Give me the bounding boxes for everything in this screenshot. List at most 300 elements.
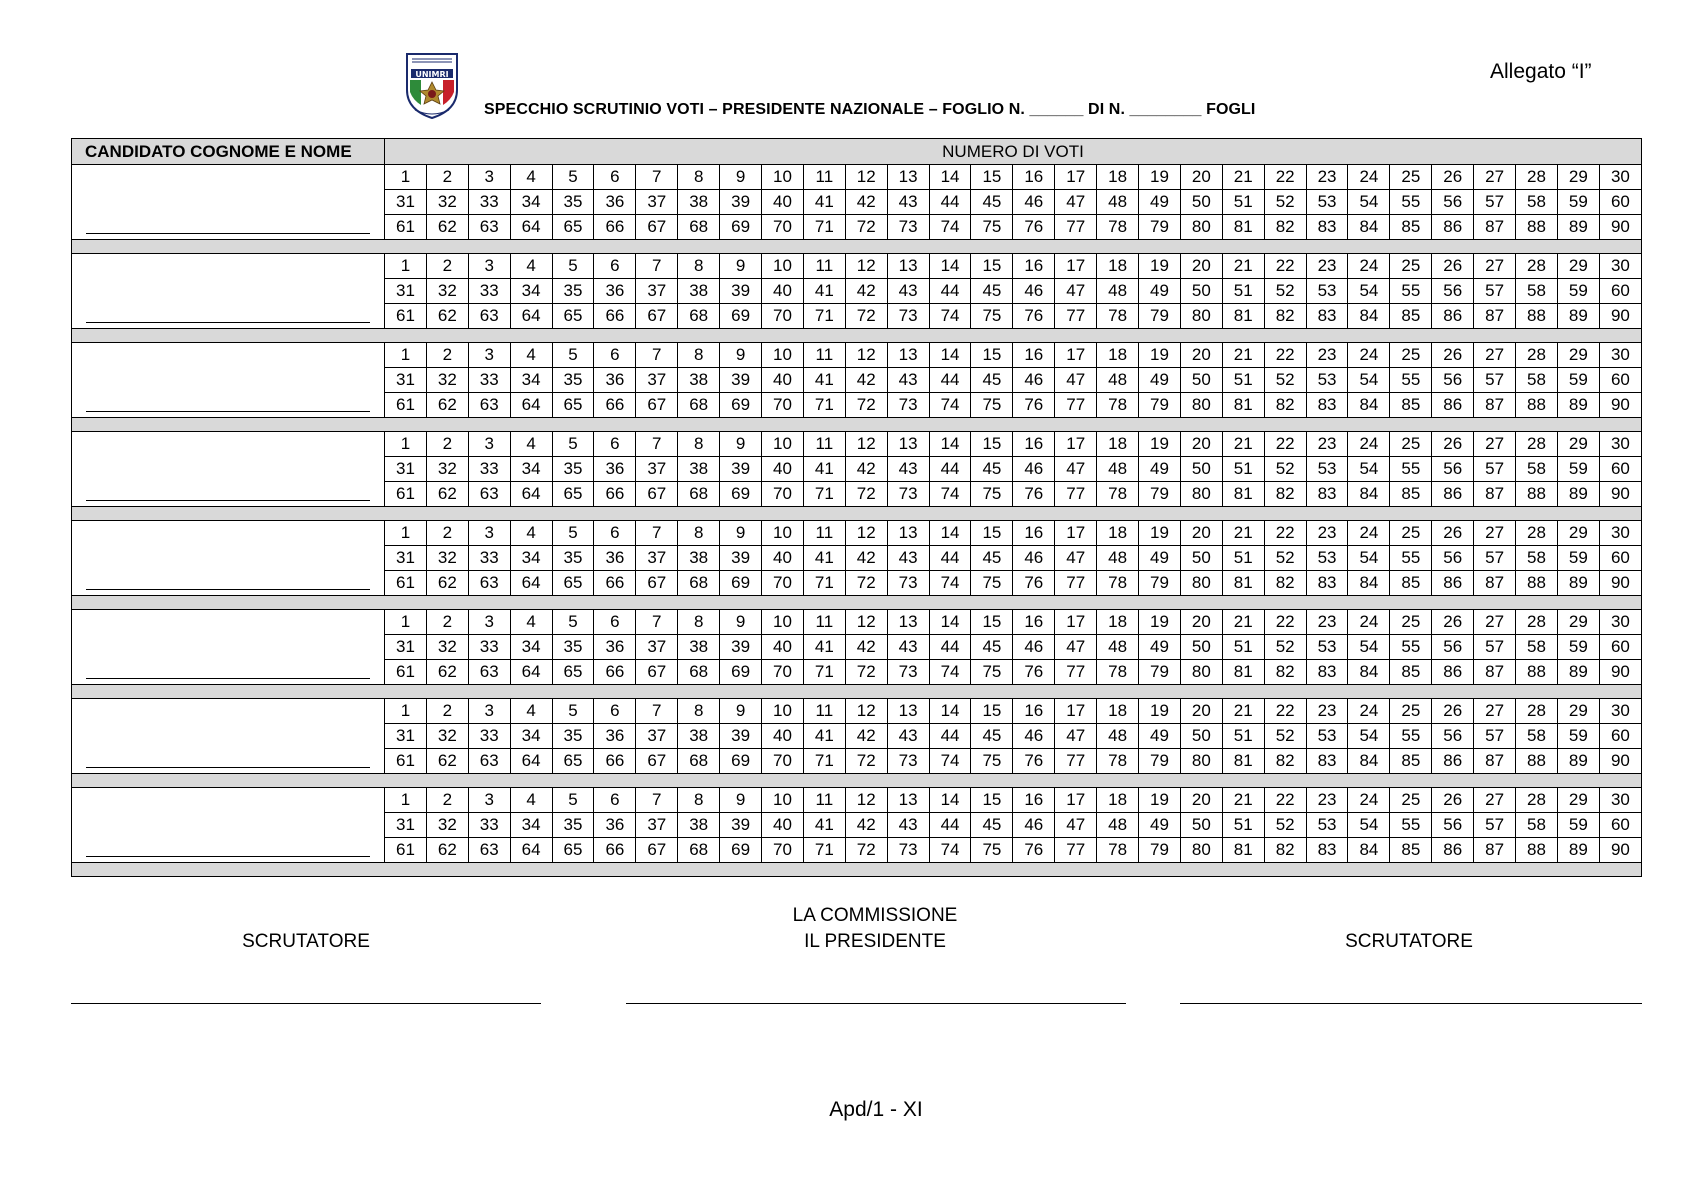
vote-number-cell[interactable]: 72 (845, 304, 887, 329)
vote-number-cell[interactable]: 76 (1013, 749, 1055, 774)
vote-number-cell[interactable]: 48 (1097, 635, 1139, 660)
vote-number-cell[interactable]: 51 (1222, 724, 1264, 749)
vote-number-cell[interactable]: 74 (929, 482, 971, 507)
vote-number-cell[interactable]: 74 (929, 749, 971, 774)
vote-number-cell[interactable]: 2 (426, 610, 468, 635)
vote-number-cell[interactable]: 79 (1139, 660, 1181, 685)
vote-number-cell[interactable]: 19 (1139, 165, 1181, 190)
vote-number-cell[interactable]: 43 (887, 813, 929, 838)
vote-number-cell[interactable]: 9 (720, 610, 762, 635)
vote-number-cell[interactable]: 58 (1516, 279, 1558, 304)
vote-number-cell[interactable]: 61 (385, 482, 427, 507)
vote-number-cell[interactable]: 63 (468, 749, 510, 774)
vote-number-cell[interactable]: 15 (971, 699, 1013, 724)
vote-number-cell[interactable]: 21 (1222, 165, 1264, 190)
vote-number-cell[interactable]: 43 (887, 457, 929, 482)
vote-number-cell[interactable]: 51 (1222, 546, 1264, 571)
vote-number-cell[interactable]: 70 (762, 482, 804, 507)
vote-number-cell[interactable]: 23 (1306, 432, 1348, 457)
vote-number-cell[interactable]: 52 (1264, 635, 1306, 660)
vote-number-cell[interactable]: 19 (1139, 521, 1181, 546)
vote-number-cell[interactable]: 48 (1097, 279, 1139, 304)
candidate-name-cell[interactable] (72, 610, 385, 685)
vote-number-cell[interactable]: 17 (1055, 788, 1097, 813)
vote-number-cell[interactable]: 79 (1139, 304, 1181, 329)
vote-number-cell[interactable]: 8 (678, 699, 720, 724)
vote-number-cell[interactable]: 1 (385, 521, 427, 546)
vote-number-cell[interactable]: 64 (510, 838, 552, 863)
vote-number-cell[interactable]: 7 (636, 343, 678, 368)
vote-number-cell[interactable]: 6 (594, 788, 636, 813)
vote-number-cell[interactable]: 53 (1306, 546, 1348, 571)
vote-number-cell[interactable]: 16 (1013, 432, 1055, 457)
vote-number-cell[interactable]: 47 (1055, 724, 1097, 749)
vote-number-cell[interactable]: 50 (1180, 546, 1222, 571)
vote-number-cell[interactable]: 46 (1013, 279, 1055, 304)
vote-number-cell[interactable]: 22 (1264, 165, 1306, 190)
vote-number-cell[interactable]: 72 (845, 660, 887, 685)
vote-number-cell[interactable]: 35 (552, 546, 594, 571)
vote-number-cell[interactable]: 47 (1055, 635, 1097, 660)
vote-number-cell[interactable]: 67 (636, 571, 678, 596)
vote-number-cell[interactable]: 45 (971, 368, 1013, 393)
vote-number-cell[interactable]: 75 (971, 482, 1013, 507)
vote-number-cell[interactable]: 73 (887, 571, 929, 596)
vote-number-cell[interactable]: 17 (1055, 432, 1097, 457)
vote-number-cell[interactable]: 16 (1013, 788, 1055, 813)
vote-number-cell[interactable]: 11 (803, 343, 845, 368)
vote-number-cell[interactable]: 21 (1222, 432, 1264, 457)
vote-number-cell[interactable]: 54 (1348, 368, 1390, 393)
vote-number-cell[interactable]: 73 (887, 304, 929, 329)
vote-number-cell[interactable]: 9 (720, 521, 762, 546)
vote-number-cell[interactable]: 25 (1390, 521, 1432, 546)
vote-number-cell[interactable]: 4 (510, 254, 552, 279)
vote-number-cell[interactable]: 7 (636, 521, 678, 546)
vote-number-cell[interactable]: 61 (385, 660, 427, 685)
vote-number-cell[interactable]: 6 (594, 165, 636, 190)
vote-number-cell[interactable]: 78 (1097, 482, 1139, 507)
vote-number-cell[interactable]: 20 (1180, 343, 1222, 368)
vote-number-cell[interactable]: 64 (510, 571, 552, 596)
vote-number-cell[interactable]: 59 (1557, 724, 1599, 749)
vote-number-cell[interactable]: 84 (1348, 838, 1390, 863)
vote-number-cell[interactable]: 61 (385, 393, 427, 418)
vote-number-cell[interactable]: 60 (1599, 546, 1641, 571)
vote-number-cell[interactable]: 1 (385, 254, 427, 279)
vote-number-cell[interactable]: 26 (1432, 610, 1474, 635)
vote-number-cell[interactable]: 34 (510, 635, 552, 660)
vote-number-cell[interactable]: 67 (636, 482, 678, 507)
vote-number-cell[interactable]: 51 (1222, 457, 1264, 482)
vote-number-cell[interactable]: 46 (1013, 635, 1055, 660)
vote-number-cell[interactable]: 57 (1474, 457, 1516, 482)
vote-number-cell[interactable]: 49 (1139, 457, 1181, 482)
vote-number-cell[interactable]: 16 (1013, 165, 1055, 190)
vote-number-cell[interactable]: 80 (1180, 660, 1222, 685)
vote-number-cell[interactable]: 81 (1222, 304, 1264, 329)
vote-number-cell[interactable]: 61 (385, 838, 427, 863)
vote-number-cell[interactable]: 43 (887, 279, 929, 304)
vote-number-cell[interactable]: 11 (803, 521, 845, 546)
vote-number-cell[interactable]: 80 (1180, 393, 1222, 418)
vote-number-cell[interactable]: 33 (468, 457, 510, 482)
vote-number-cell[interactable]: 70 (762, 660, 804, 685)
vote-number-cell[interactable]: 88 (1516, 838, 1558, 863)
vote-number-cell[interactable]: 23 (1306, 788, 1348, 813)
vote-number-cell[interactable]: 49 (1139, 368, 1181, 393)
vote-number-cell[interactable]: 6 (594, 254, 636, 279)
vote-number-cell[interactable]: 29 (1557, 788, 1599, 813)
vote-number-cell[interactable]: 88 (1516, 304, 1558, 329)
vote-number-cell[interactable]: 46 (1013, 368, 1055, 393)
vote-number-cell[interactable]: 30 (1599, 610, 1641, 635)
vote-number-cell[interactable]: 29 (1557, 254, 1599, 279)
vote-number-cell[interactable]: 18 (1097, 610, 1139, 635)
vote-number-cell[interactable]: 51 (1222, 368, 1264, 393)
vote-number-cell[interactable]: 18 (1097, 254, 1139, 279)
vote-number-cell[interactable]: 66 (594, 838, 636, 863)
vote-number-cell[interactable]: 44 (929, 724, 971, 749)
vote-number-cell[interactable]: 15 (971, 432, 1013, 457)
vote-number-cell[interactable]: 26 (1432, 254, 1474, 279)
vote-number-cell[interactable]: 41 (803, 279, 845, 304)
vote-number-cell[interactable]: 29 (1557, 521, 1599, 546)
vote-number-cell[interactable]: 53 (1306, 813, 1348, 838)
candidate-name-cell[interactable] (72, 788, 385, 863)
vote-number-cell[interactable]: 15 (971, 610, 1013, 635)
vote-number-cell[interactable]: 24 (1348, 788, 1390, 813)
vote-number-cell[interactable]: 58 (1516, 457, 1558, 482)
vote-number-cell[interactable]: 86 (1432, 215, 1474, 240)
vote-number-cell[interactable]: 3 (468, 610, 510, 635)
vote-number-cell[interactable]: 71 (803, 571, 845, 596)
vote-number-cell[interactable]: 17 (1055, 254, 1097, 279)
vote-number-cell[interactable]: 77 (1055, 393, 1097, 418)
vote-number-cell[interactable]: 36 (594, 813, 636, 838)
vote-number-cell[interactable]: 59 (1557, 546, 1599, 571)
vote-number-cell[interactable]: 9 (720, 432, 762, 457)
vote-number-cell[interactable]: 83 (1306, 482, 1348, 507)
vote-number-cell[interactable]: 81 (1222, 660, 1264, 685)
vote-number-cell[interactable]: 11 (803, 432, 845, 457)
vote-number-cell[interactable]: 62 (426, 838, 468, 863)
vote-number-cell[interactable]: 26 (1432, 432, 1474, 457)
vote-number-cell[interactable]: 78 (1097, 571, 1139, 596)
vote-number-cell[interactable]: 81 (1222, 838, 1264, 863)
vote-number-cell[interactable]: 89 (1557, 838, 1599, 863)
vote-number-cell[interactable]: 49 (1139, 190, 1181, 215)
vote-number-cell[interactable]: 45 (971, 813, 1013, 838)
vote-number-cell[interactable]: 56 (1432, 635, 1474, 660)
vote-number-cell[interactable]: 48 (1097, 190, 1139, 215)
vote-number-cell[interactable]: 41 (803, 190, 845, 215)
vote-number-cell[interactable]: 30 (1599, 521, 1641, 546)
vote-number-cell[interactable]: 78 (1097, 838, 1139, 863)
vote-number-cell[interactable]: 46 (1013, 724, 1055, 749)
vote-number-cell[interactable]: 43 (887, 190, 929, 215)
vote-number-cell[interactable]: 2 (426, 165, 468, 190)
vote-number-cell[interactable]: 37 (636, 813, 678, 838)
vote-number-cell[interactable]: 70 (762, 215, 804, 240)
vote-number-cell[interactable]: 31 (385, 635, 427, 660)
vote-number-cell[interactable]: 68 (678, 304, 720, 329)
vote-number-cell[interactable]: 47 (1055, 546, 1097, 571)
vote-number-cell[interactable]: 42 (845, 368, 887, 393)
vote-number-cell[interactable]: 31 (385, 457, 427, 482)
vote-number-cell[interactable]: 35 (552, 190, 594, 215)
vote-number-cell[interactable]: 62 (426, 215, 468, 240)
vote-number-cell[interactable]: 50 (1180, 813, 1222, 838)
vote-number-cell[interactable]: 56 (1432, 724, 1474, 749)
vote-number-cell[interactable]: 33 (468, 279, 510, 304)
candidate-name-cell[interactable] (72, 521, 385, 596)
vote-number-cell[interactable]: 45 (971, 546, 1013, 571)
vote-number-cell[interactable]: 74 (929, 215, 971, 240)
vote-number-cell[interactable]: 11 (803, 610, 845, 635)
vote-number-cell[interactable]: 90 (1599, 749, 1641, 774)
vote-number-cell[interactable]: 87 (1474, 304, 1516, 329)
vote-number-cell[interactable]: 51 (1222, 813, 1264, 838)
vote-number-cell[interactable]: 72 (845, 393, 887, 418)
vote-number-cell[interactable]: 67 (636, 304, 678, 329)
vote-number-cell[interactable]: 2 (426, 254, 468, 279)
vote-number-cell[interactable]: 29 (1557, 343, 1599, 368)
vote-number-cell[interactable]: 57 (1474, 724, 1516, 749)
vote-number-cell[interactable]: 24 (1348, 254, 1390, 279)
vote-number-cell[interactable]: 74 (929, 393, 971, 418)
vote-number-cell[interactable]: 3 (468, 521, 510, 546)
vote-number-cell[interactable]: 66 (594, 393, 636, 418)
vote-number-cell[interactable]: 78 (1097, 215, 1139, 240)
vote-number-cell[interactable]: 88 (1516, 482, 1558, 507)
vote-number-cell[interactable]: 49 (1139, 813, 1181, 838)
vote-number-cell[interactable]: 31 (385, 546, 427, 571)
vote-number-cell[interactable]: 78 (1097, 393, 1139, 418)
vote-number-cell[interactable]: 43 (887, 368, 929, 393)
vote-number-cell[interactable]: 39 (720, 546, 762, 571)
vote-number-cell[interactable]: 33 (468, 190, 510, 215)
vote-number-cell[interactable]: 87 (1474, 660, 1516, 685)
vote-number-cell[interactable]: 72 (845, 749, 887, 774)
vote-number-cell[interactable]: 77 (1055, 571, 1097, 596)
vote-number-cell[interactable]: 24 (1348, 432, 1390, 457)
vote-number-cell[interactable]: 39 (720, 724, 762, 749)
vote-number-cell[interactable]: 70 (762, 304, 804, 329)
vote-number-cell[interactable]: 25 (1390, 432, 1432, 457)
vote-number-cell[interactable]: 7 (636, 432, 678, 457)
vote-number-cell[interactable]: 83 (1306, 838, 1348, 863)
vote-number-cell[interactable]: 10 (762, 165, 804, 190)
vote-number-cell[interactable]: 90 (1599, 393, 1641, 418)
vote-number-cell[interactable]: 9 (720, 165, 762, 190)
vote-number-cell[interactable]: 88 (1516, 749, 1558, 774)
vote-number-cell[interactable]: 16 (1013, 254, 1055, 279)
vote-number-cell[interactable]: 71 (803, 749, 845, 774)
vote-number-cell[interactable]: 82 (1264, 749, 1306, 774)
vote-number-cell[interactable]: 65 (552, 304, 594, 329)
vote-number-cell[interactable]: 51 (1222, 279, 1264, 304)
vote-number-cell[interactable]: 36 (594, 279, 636, 304)
vote-number-cell[interactable]: 15 (971, 521, 1013, 546)
vote-number-cell[interactable]: 26 (1432, 521, 1474, 546)
vote-number-cell[interactable]: 80 (1180, 215, 1222, 240)
vote-number-cell[interactable]: 68 (678, 215, 720, 240)
vote-number-cell[interactable]: 48 (1097, 368, 1139, 393)
vote-number-cell[interactable]: 86 (1432, 482, 1474, 507)
vote-number-cell[interactable]: 76 (1013, 393, 1055, 418)
vote-number-cell[interactable]: 13 (887, 610, 929, 635)
vote-number-cell[interactable]: 80 (1180, 749, 1222, 774)
vote-number-cell[interactable]: 52 (1264, 546, 1306, 571)
vote-number-cell[interactable]: 57 (1474, 279, 1516, 304)
vote-number-cell[interactable]: 77 (1055, 660, 1097, 685)
vote-number-cell[interactable]: 23 (1306, 521, 1348, 546)
vote-number-cell[interactable]: 34 (510, 190, 552, 215)
vote-number-cell[interactable]: 51 (1222, 190, 1264, 215)
vote-number-cell[interactable]: 40 (762, 279, 804, 304)
vote-number-cell[interactable]: 33 (468, 368, 510, 393)
vote-number-cell[interactable]: 17 (1055, 521, 1097, 546)
vote-number-cell[interactable]: 36 (594, 190, 636, 215)
vote-number-cell[interactable]: 87 (1474, 482, 1516, 507)
vote-number-cell[interactable]: 70 (762, 571, 804, 596)
vote-number-cell[interactable]: 41 (803, 635, 845, 660)
vote-number-cell[interactable]: 14 (929, 432, 971, 457)
vote-number-cell[interactable]: 50 (1180, 635, 1222, 660)
vote-number-cell[interactable]: 26 (1432, 699, 1474, 724)
vote-number-cell[interactable]: 22 (1264, 343, 1306, 368)
vote-number-cell[interactable]: 72 (845, 215, 887, 240)
vote-number-cell[interactable]: 13 (887, 432, 929, 457)
vote-number-cell[interactable]: 16 (1013, 699, 1055, 724)
vote-number-cell[interactable]: 83 (1306, 571, 1348, 596)
vote-number-cell[interactable]: 54 (1348, 546, 1390, 571)
vote-number-cell[interactable]: 12 (845, 432, 887, 457)
vote-number-cell[interactable]: 67 (636, 838, 678, 863)
vote-number-cell[interactable]: 43 (887, 546, 929, 571)
vote-number-cell[interactable]: 64 (510, 482, 552, 507)
vote-number-cell[interactable]: 28 (1516, 788, 1558, 813)
vote-number-cell[interactable]: 3 (468, 699, 510, 724)
vote-number-cell[interactable]: 84 (1348, 482, 1390, 507)
vote-number-cell[interactable]: 47 (1055, 368, 1097, 393)
vote-number-cell[interactable]: 10 (762, 254, 804, 279)
vote-number-cell[interactable]: 6 (594, 521, 636, 546)
vote-number-cell[interactable]: 10 (762, 610, 804, 635)
vote-number-cell[interactable]: 84 (1348, 749, 1390, 774)
vote-number-cell[interactable]: 79 (1139, 482, 1181, 507)
vote-number-cell[interactable]: 82 (1264, 838, 1306, 863)
vote-number-cell[interactable]: 53 (1306, 457, 1348, 482)
vote-number-cell[interactable]: 71 (803, 304, 845, 329)
vote-number-cell[interactable]: 4 (510, 165, 552, 190)
vote-number-cell[interactable]: 23 (1306, 165, 1348, 190)
vote-number-cell[interactable]: 27 (1474, 432, 1516, 457)
vote-number-cell[interactable]: 58 (1516, 546, 1558, 571)
vote-number-cell[interactable]: 54 (1348, 457, 1390, 482)
vote-number-cell[interactable]: 57 (1474, 190, 1516, 215)
vote-number-cell[interactable]: 3 (468, 432, 510, 457)
vote-number-cell[interactable]: 61 (385, 304, 427, 329)
vote-number-cell[interactable]: 55 (1390, 279, 1432, 304)
vote-number-cell[interactable]: 32 (426, 813, 468, 838)
vote-number-cell[interactable]: 18 (1097, 432, 1139, 457)
vote-number-cell[interactable]: 75 (971, 393, 1013, 418)
vote-number-cell[interactable]: 16 (1013, 610, 1055, 635)
vote-number-cell[interactable]: 47 (1055, 279, 1097, 304)
vote-number-cell[interactable]: 41 (803, 724, 845, 749)
vote-number-cell[interactable]: 12 (845, 521, 887, 546)
vote-number-cell[interactable]: 70 (762, 749, 804, 774)
candidate-name-cell[interactable] (72, 432, 385, 507)
vote-number-cell[interactable]: 77 (1055, 749, 1097, 774)
vote-number-cell[interactable]: 20 (1180, 699, 1222, 724)
vote-number-cell[interactable]: 69 (720, 393, 762, 418)
vote-number-cell[interactable]: 23 (1306, 254, 1348, 279)
vote-number-cell[interactable]: 37 (636, 279, 678, 304)
vote-number-cell[interactable]: 25 (1390, 610, 1432, 635)
vote-number-cell[interactable]: 18 (1097, 343, 1139, 368)
vote-number-cell[interactable]: 73 (887, 660, 929, 685)
vote-number-cell[interactable]: 66 (594, 571, 636, 596)
vote-number-cell[interactable]: 39 (720, 190, 762, 215)
vote-number-cell[interactable]: 37 (636, 546, 678, 571)
vote-number-cell[interactable]: 68 (678, 749, 720, 774)
vote-number-cell[interactable]: 24 (1348, 610, 1390, 635)
vote-number-cell[interactable]: 30 (1599, 343, 1641, 368)
vote-number-cell[interactable]: 77 (1055, 482, 1097, 507)
vote-number-cell[interactable]: 63 (468, 838, 510, 863)
vote-number-cell[interactable]: 23 (1306, 610, 1348, 635)
vote-number-cell[interactable]: 20 (1180, 521, 1222, 546)
vote-number-cell[interactable]: 19 (1139, 254, 1181, 279)
vote-number-cell[interactable]: 65 (552, 482, 594, 507)
vote-number-cell[interactable]: 41 (803, 457, 845, 482)
vote-number-cell[interactable]: 31 (385, 813, 427, 838)
vote-number-cell[interactable]: 8 (678, 343, 720, 368)
vote-number-cell[interactable]: 19 (1139, 610, 1181, 635)
vote-number-cell[interactable]: 72 (845, 482, 887, 507)
vote-number-cell[interactable]: 42 (845, 190, 887, 215)
vote-number-cell[interactable]: 19 (1139, 432, 1181, 457)
vote-number-cell[interactable]: 48 (1097, 813, 1139, 838)
vote-number-cell[interactable]: 86 (1432, 571, 1474, 596)
vote-number-cell[interactable]: 52 (1264, 279, 1306, 304)
vote-number-cell[interactable]: 86 (1432, 838, 1474, 863)
vote-number-cell[interactable]: 56 (1432, 279, 1474, 304)
vote-number-cell[interactable]: 76 (1013, 838, 1055, 863)
vote-number-cell[interactable]: 5 (552, 788, 594, 813)
vote-number-cell[interactable]: 41 (803, 546, 845, 571)
vote-number-cell[interactable]: 7 (636, 788, 678, 813)
vote-number-cell[interactable]: 48 (1097, 546, 1139, 571)
vote-number-cell[interactable]: 90 (1599, 571, 1641, 596)
vote-number-cell[interactable]: 21 (1222, 610, 1264, 635)
vote-number-cell[interactable]: 69 (720, 482, 762, 507)
vote-number-cell[interactable]: 74 (929, 304, 971, 329)
vote-number-cell[interactable]: 84 (1348, 571, 1390, 596)
vote-number-cell[interactable]: 82 (1264, 482, 1306, 507)
vote-number-cell[interactable]: 33 (468, 813, 510, 838)
vote-number-cell[interactable]: 86 (1432, 749, 1474, 774)
vote-number-cell[interactable]: 14 (929, 699, 971, 724)
vote-number-cell[interactable]: 85 (1390, 304, 1432, 329)
vote-number-cell[interactable]: 49 (1139, 724, 1181, 749)
vote-number-cell[interactable]: 78 (1097, 660, 1139, 685)
vote-number-cell[interactable]: 14 (929, 254, 971, 279)
vote-number-cell[interactable]: 75 (971, 838, 1013, 863)
